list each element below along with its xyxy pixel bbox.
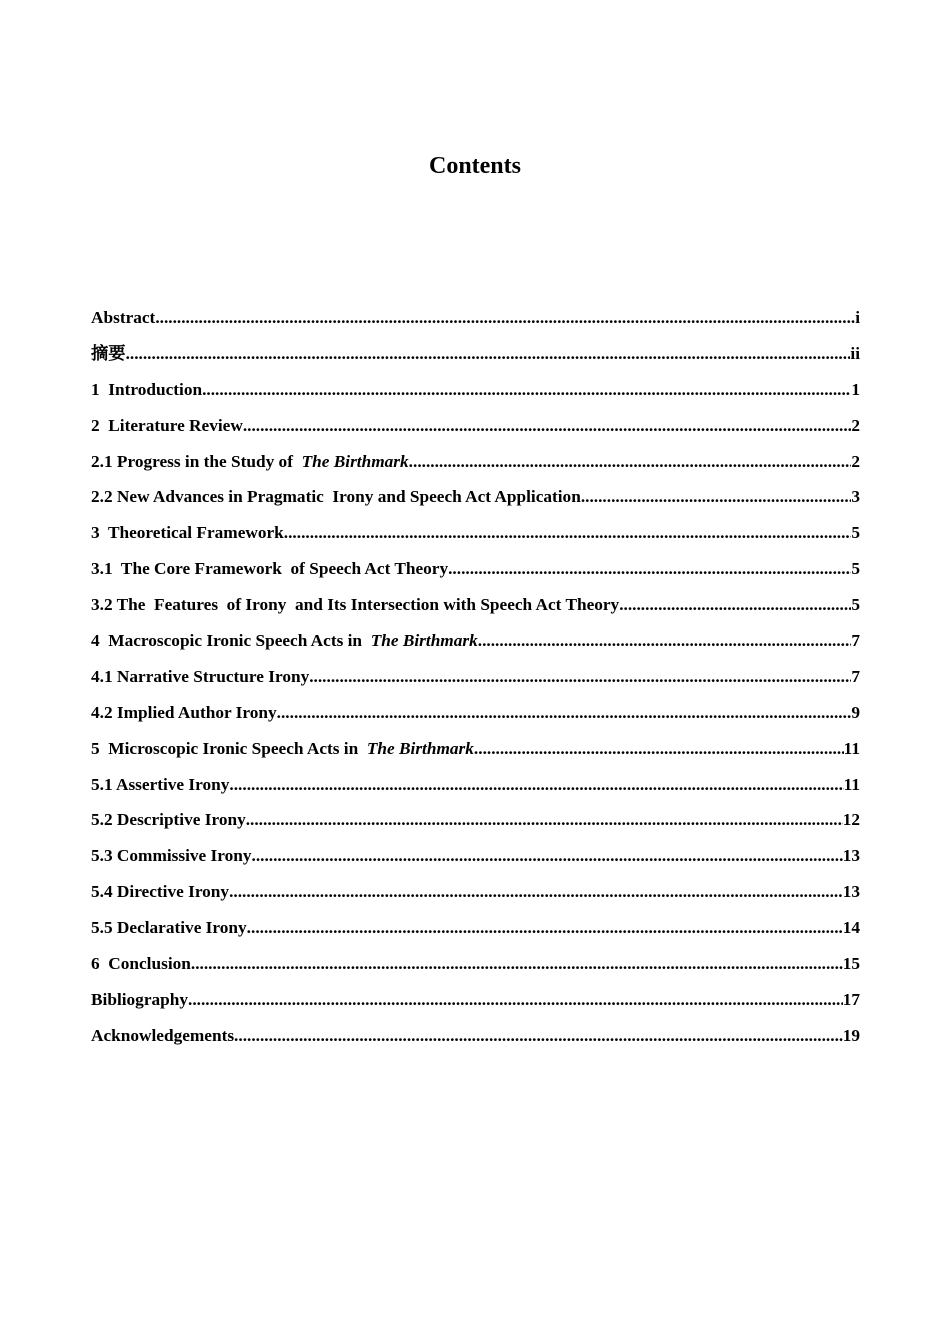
toc-entry-title: 5.5 Declarative Irony <box>91 918 247 938</box>
toc-page-number: 14 <box>842 918 860 938</box>
toc-leader <box>277 700 852 726</box>
toc-entry-title: 5.2 Descriptive Irony <box>91 810 246 830</box>
toc-entry-2-1[interactable] <box>91 449 860 485</box>
toc-entry-title: 2 Literature Review <box>91 415 243 435</box>
toc-leader <box>619 592 851 618</box>
toc-page-number: 13 <box>842 846 860 866</box>
toc-entry-5-1[interactable] <box>91 772 860 808</box>
toc-page-number: 9 <box>851 702 860 722</box>
toc-page-number: 12 <box>842 810 860 830</box>
toc-page-number: 5 <box>851 523 860 543</box>
toc-entry-title: 6 Conclusion <box>91 954 191 974</box>
toc-entry-literature-review[interactable] <box>91 413 860 449</box>
toc-entry-title: 3.2 The Features of Irony and Its Intersection with Speech Act Theory <box>91 595 620 615</box>
toc-leader <box>188 987 843 1013</box>
page-title: Contents <box>428 153 521 179</box>
toc-entry-2-2[interactable] <box>91 484 860 520</box>
toc-entry-title: 4 Macroscopic Ironic Speech Acts in The Birthmark <box>91 631 478 651</box>
toc-entry-3-2[interactable] <box>91 592 860 628</box>
toc-entry-title: 5.1 Assertive Irony <box>91 774 230 794</box>
toc-entry-5-3[interactable] <box>91 843 860 879</box>
toc-page-number: 15 <box>842 954 860 974</box>
toc-leader <box>309 664 851 690</box>
toc-entry-title: 2.2 New Advances in Pragmatic Irony and Speech Act Application <box>91 487 581 507</box>
table-of-contents <box>91 305 860 1059</box>
toc-leader <box>474 736 844 762</box>
toc-entry-title: 5.4 Directive Irony <box>91 882 230 902</box>
toc-leader <box>246 807 843 833</box>
toc-entry-title: 摘要 <box>91 343 126 363</box>
toc-leader <box>202 377 851 403</box>
toc-page-number: 19 <box>842 1025 860 1045</box>
toc-entry-microscopic[interactable] <box>91 736 860 772</box>
toc-leader <box>229 772 843 798</box>
toc-entry-macroscopic[interactable] <box>91 628 860 664</box>
toc-entry-abstract[interactable] <box>91 305 860 341</box>
toc-entry-bibliography[interactable] <box>91 987 860 1023</box>
toc-leader <box>229 879 843 905</box>
toc-entry-title: Acknowledgements <box>91 1025 235 1045</box>
toc-leader <box>409 449 852 475</box>
toc-page-number: 5 <box>851 559 860 579</box>
toc-entry-conclusion[interactable] <box>91 951 860 987</box>
toc-leader <box>191 951 843 977</box>
toc-leader <box>581 484 852 510</box>
toc-page-number: 11 <box>843 738 860 758</box>
toc-leader <box>155 305 855 331</box>
toc-entry-title: 3.1 The Core Framework of Speech Act Theory <box>91 559 449 579</box>
toc-entry-4-2[interactable] <box>91 700 860 736</box>
toc-page-number: ii <box>850 343 860 363</box>
toc-leader <box>126 341 851 367</box>
toc-page-number: i <box>855 308 860 327</box>
toc-leader <box>448 556 851 582</box>
toc-leader <box>478 628 852 654</box>
toc-entry-5-2[interactable] <box>91 807 860 843</box>
toc-entry-title: 2.1 Progress in the Study of The Birthmark <box>91 451 409 471</box>
toc-entry-3-1[interactable] <box>91 556 860 592</box>
toc-entry-title: 5 Microscopic Ironic Speech Acts in The Birthmark <box>91 738 474 758</box>
toc-entry-title: 4.1 Narrative Structure Irony <box>91 666 310 686</box>
toc-page-number: 5 <box>851 595 860 615</box>
toc-page-number: 7 <box>851 666 860 686</box>
toc-leader <box>252 843 843 869</box>
toc-leader <box>247 915 843 941</box>
toc-leader <box>234 1023 843 1049</box>
toc-page-number: 13 <box>842 882 860 902</box>
toc-entry-4-1[interactable] <box>91 664 860 700</box>
toc-entry-introduction[interactable] <box>91 377 860 413</box>
toc-page-number: 11 <box>843 774 860 794</box>
toc-entry-title: 4.2 Implied Author Irony <box>91 702 277 722</box>
toc-page-number: 2 <box>851 415 860 435</box>
toc-entry-5-5[interactable] <box>91 915 860 951</box>
toc-page-number: 17 <box>842 989 860 1009</box>
toc-page-number: 7 <box>851 631 860 651</box>
toc-leader <box>284 520 852 546</box>
toc-entry-title: 5.3 Commissive Irony <box>91 846 252 866</box>
toc-page-number: 3 <box>851 487 860 507</box>
toc-entry-title: 3 Theoretical Framework <box>91 523 284 543</box>
toc-entry-chinese-abstract[interactable] <box>91 341 860 377</box>
toc-leader <box>243 413 852 439</box>
toc-page-number: 1 <box>851 379 860 399</box>
toc-entry-theoretical-framework[interactable] <box>91 520 860 556</box>
toc-entry-title: Abstract <box>91 308 156 327</box>
toc-page-number: 2 <box>851 451 860 471</box>
toc-entry-title: Bibliography <box>91 989 188 1009</box>
toc-entry-acknowledgements[interactable] <box>91 1023 860 1059</box>
toc-entry-5-4[interactable] <box>91 879 860 915</box>
toc-entry-title: 1 Introduction <box>91 379 203 399</box>
